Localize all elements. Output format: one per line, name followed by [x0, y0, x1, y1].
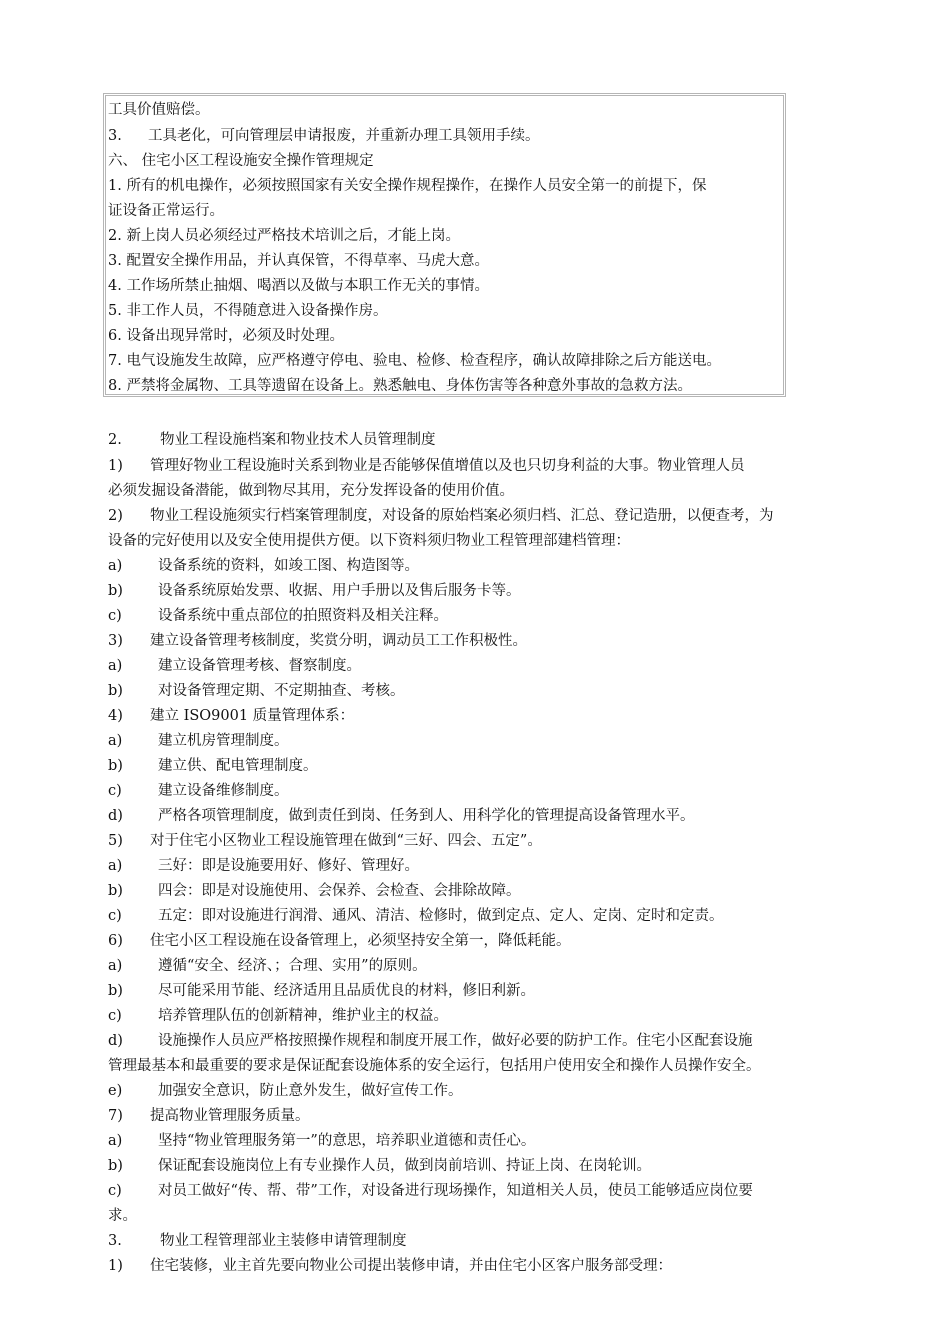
list-item: b) 建立供、配电管理制度。	[108, 758, 318, 774]
list-item-continuation: 设备的完好使用以及安全使用提供方便。以下资料须归物业工程管理部建档管理：	[108, 533, 630, 549]
list-item: 2) 物业工程设施须实行档案管理制度，对设备的原始档案必须归档、汇总、登记造册，以便查考，为	[108, 508, 774, 524]
list-item: b) 对设备管理定期、不定期抽查、考核。	[108, 683, 405, 699]
list-item: d) 严格各项管理制度，做到责任到岗、任务到人、用科学化的管理提高设备管理水平。	[108, 808, 695, 824]
list-item-continuation: 管理最基本和最重要的要求是保证配套设施体系的安全运行，包括用户使用安全和操作人员操作安全。	[108, 1058, 761, 1074]
list-item: b) 四会：即是对设施使用、会保养、会检查、会排除故障。	[108, 883, 521, 899]
list-item: c) 建立设备维修制度。	[108, 783, 289, 799]
list-item: d) 设施操作人员应严格按照操作规程和制度开展工作，做好必要的防护工作。住宅小区配套设施	[108, 1033, 753, 1049]
box-line: 工具价值赔偿。	[108, 102, 210, 118]
list-item: c) 五定：即对设施进行润滑、通风、清洁、检修时，做到定点、定人、定岗、定时和定责。	[108, 908, 724, 924]
list-item: 6) 住宅小区工程设施在设备管理上，必须坚持安全第一，降低耗能。	[108, 933, 571, 949]
list-item: 1) 管理好物业工程设施时关系到物业是否能够保值增值以及也只切身利益的大事。物业管理人员	[108, 458, 745, 474]
list-item: a) 遵循“安全、经济、；合理、实用”的原则。	[108, 958, 427, 974]
list-item: a) 坚持“物业管理服务第一”的意思，培养职业道德和责任心。	[108, 1133, 536, 1149]
list-item: e) 加强安全意识，防止意外发生，做好宣传工作。	[108, 1083, 463, 1099]
box-line: 六、 住宅小区工程设施安全操作管理规定	[108, 153, 374, 169]
box-line: 7. 电气设施发生故障，应严格遵守停电、验电、检修、检查程序，确认故障排除之后方能送电。	[108, 353, 721, 369]
list-item: 1) 住宅装修，业主首先要向物业公司提出装修申请，并由住宅小区客户服务部受理：	[108, 1258, 672, 1274]
section-heading: 2. 物业工程设施档案和物业技术人员管理制度	[108, 432, 436, 448]
list-item: a) 建立机房管理制度。	[108, 733, 289, 749]
list-item-continuation: 求。	[108, 1208, 137, 1224]
list-item: a) 建立设备管理考核、督察制度。	[108, 658, 361, 674]
box-line: 5. 非工作人员，不得随意进入设备操作房。	[108, 303, 388, 319]
list-item: 5) 对于住宅小区物业工程设施管理在做到“三好、四会、五定”。	[108, 833, 542, 849]
box-line: 1. 所有的机电操作，必须按照国家有关安全操作规程操作，在操作人员安全第一的前提下，保	[108, 178, 707, 194]
box-line: 6. 设备出现异常时，必须及时处理。	[108, 328, 344, 344]
box-line: 8. 严禁将金属物、工具等遗留在设备上。熟悉触电、身体伤害等各种意外事故的急救方法。	[108, 378, 692, 394]
box-line: 4. 工作场所禁止抽烟、喝酒以及做与本职工作无关的事情。	[108, 278, 489, 294]
box-line: 证设备正常运行。	[108, 203, 224, 219]
list-item: c) 对员工做好“传、帮、带”工作，对设备进行现场操作，知道相关人员，使员工能够适应岗位要	[108, 1183, 753, 1199]
list-item: b) 设备系统原始发票、收据、用户手册以及售后服务卡等。	[108, 583, 521, 599]
box-line: 3. 工具老化，可向管理层申请报废，并重新办理工具领用手续。	[108, 128, 540, 144]
list-item: c) 设备系统中重点部位的拍照资料及相关注释。	[108, 608, 448, 624]
section-heading: 3. 物业工程管理部业主装修申请管理制度	[108, 1233, 407, 1249]
box-line: 2. 新上岗人员必须经过严格技术培训之后，才能上岗。	[108, 228, 460, 244]
list-item: b) 保证配套设施岗位上有专业操作人员，做到岗前培训、持证上岗、在岗轮训。	[108, 1158, 651, 1174]
list-item: a) 三好：即是设施要用好、修好、管理好。	[108, 858, 419, 874]
list-item-continuation: 必须发掘设备潜能，做到物尽其用，充分发挥设备的使用价值。	[108, 483, 514, 499]
list-item: c) 培养管理队伍的创新精神，维护业主的权益。	[108, 1008, 448, 1024]
list-item: a) 设备系统的资料，如竣工图、构造图等。	[108, 558, 419, 574]
box-line: 3. 配置安全操作用品，并认真保管，不得草率、马虎大意。	[108, 253, 489, 269]
list-item: b) 尽可能采用节能、经济适用且品质优良的材料，修旧利新。	[108, 983, 535, 999]
list-item: 3) 建立设备管理考核制度，奖赏分明，调动员工工作积极性。	[108, 633, 527, 649]
list-item: 7) 提高物业管理服务质量。	[108, 1108, 310, 1124]
list-item: 4) 建立 ISO9001 质量管理体系：	[108, 708, 355, 724]
